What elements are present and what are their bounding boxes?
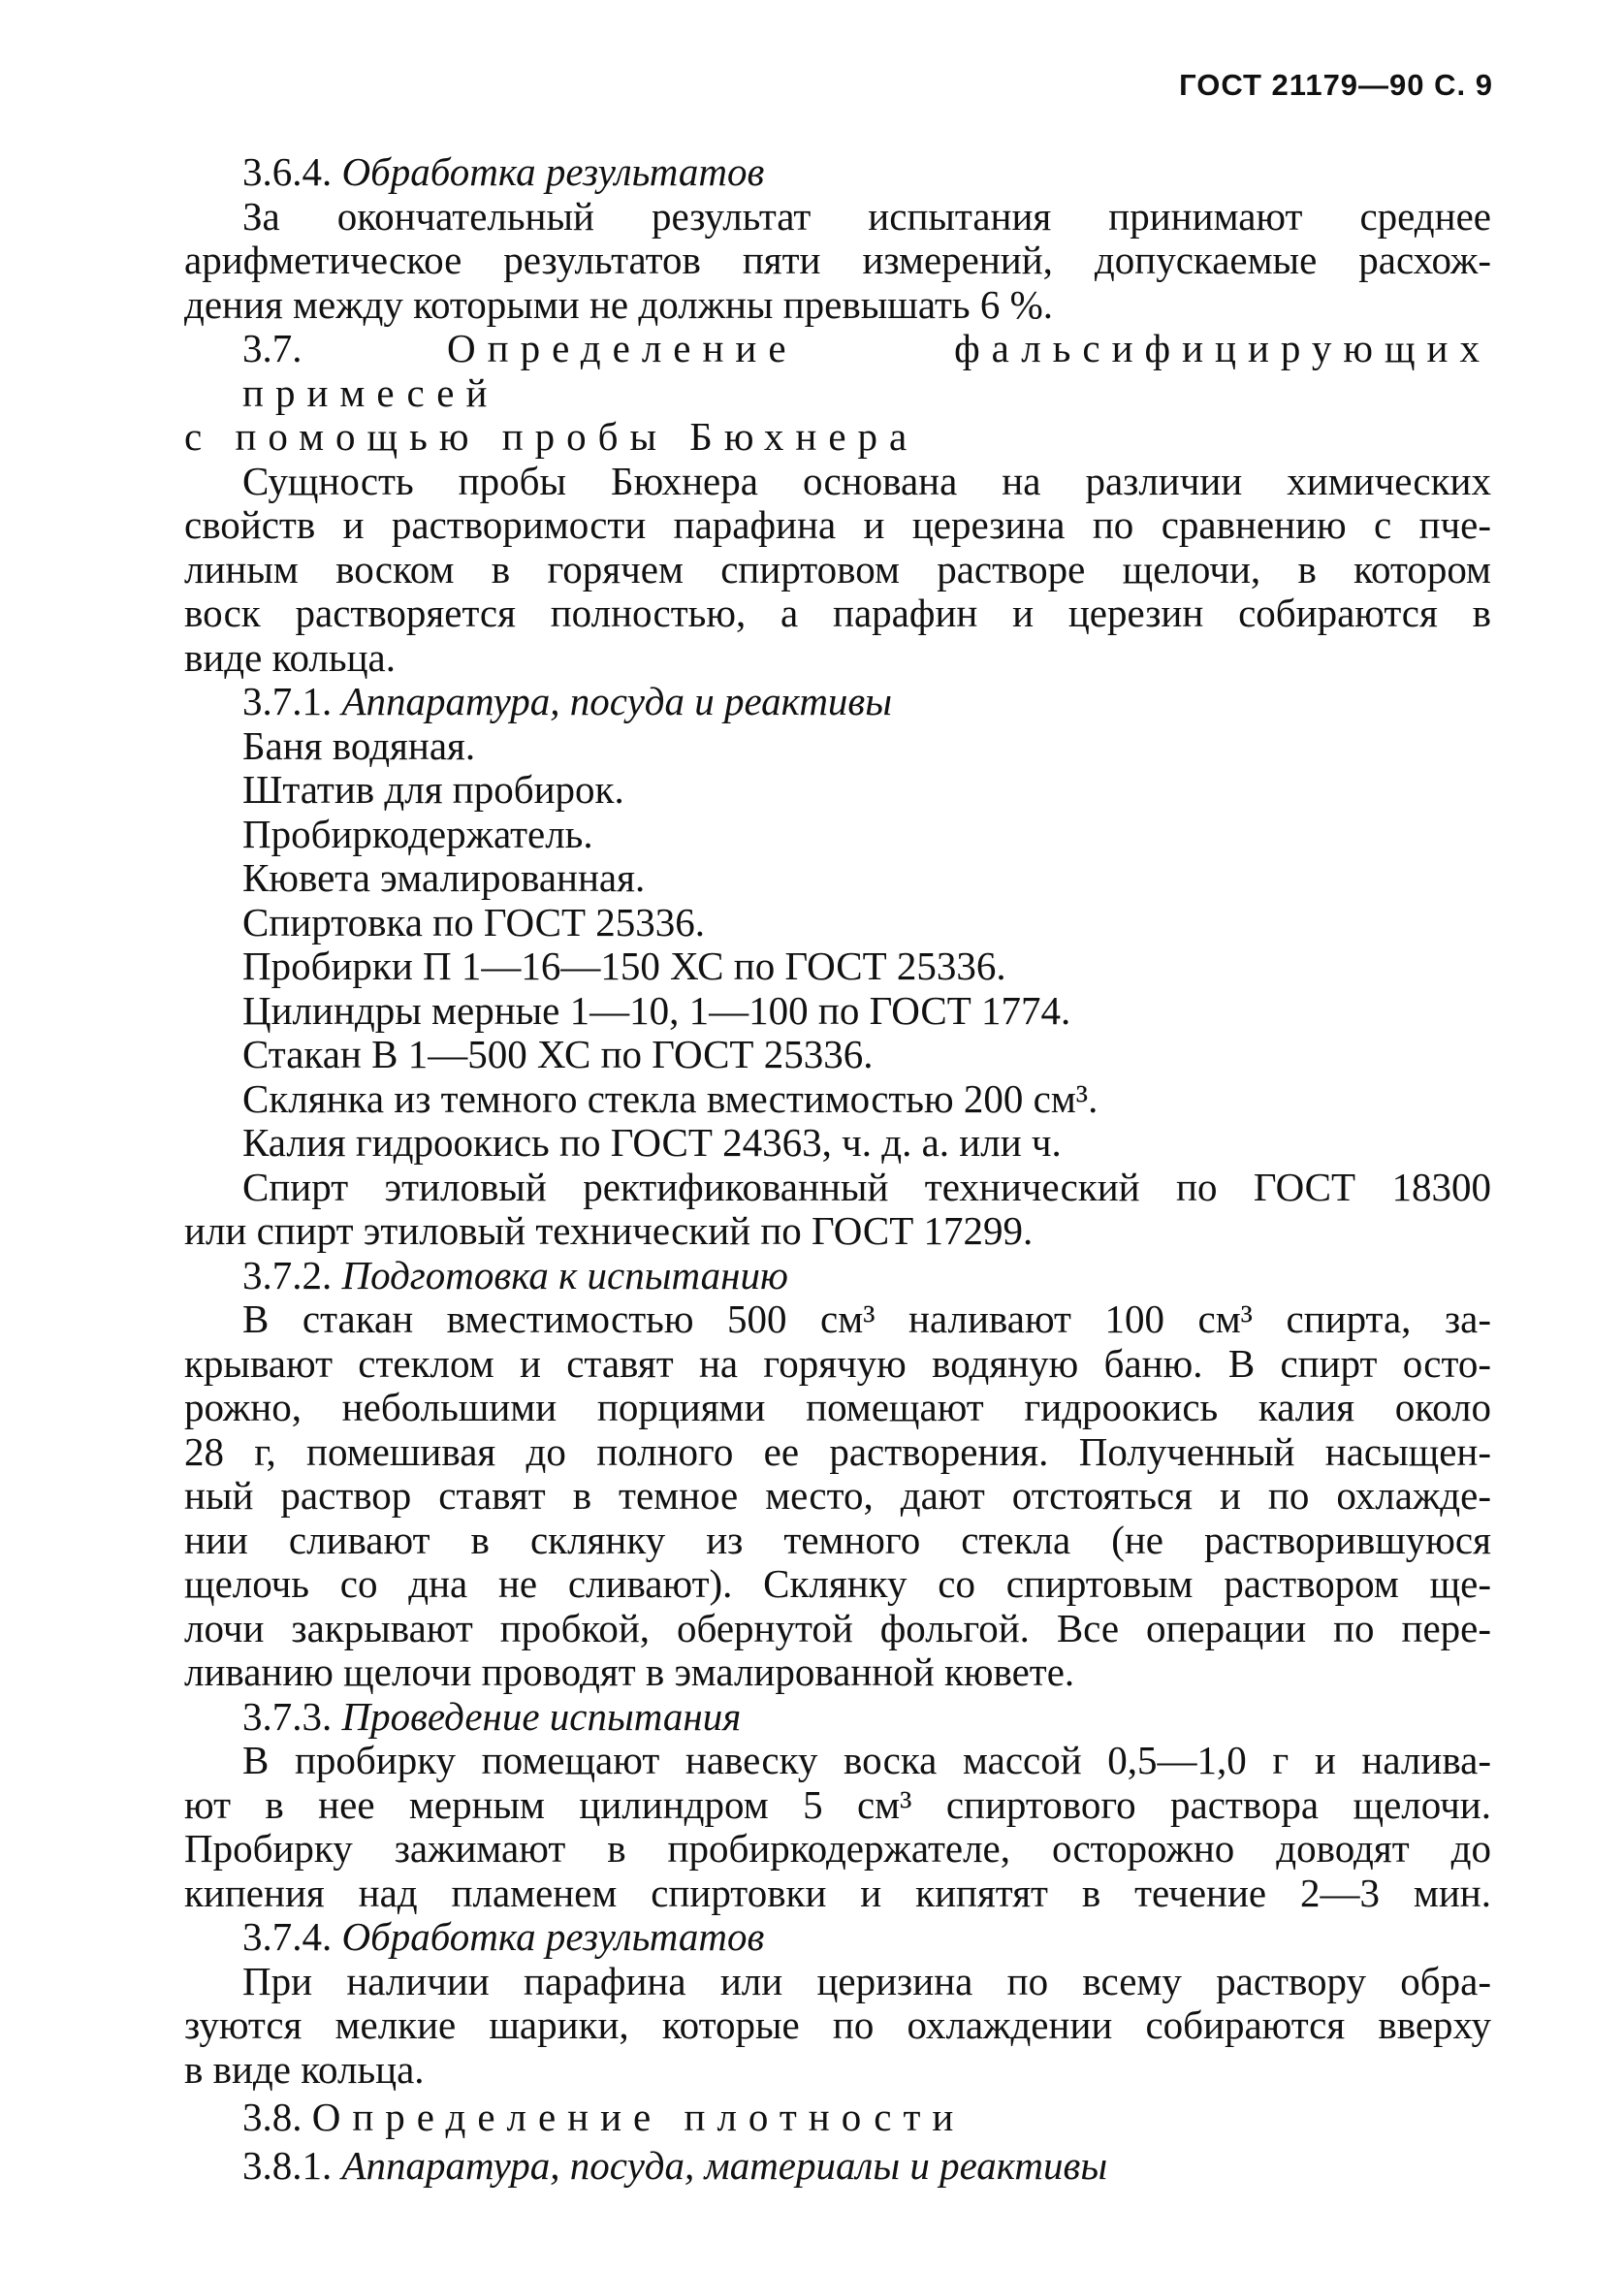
section-heading: 3.7.2. Подготовка к испытанию: [242, 1252, 788, 1297]
list-item: Склянка из темного стекла вместимостью 200 см³.: [242, 1075, 1099, 1121]
document-body: [184, 150, 1491, 2188]
list-item: Цилиндры мерные 1—10, 1—100 по ГОСТ 1774.: [242, 987, 1071, 1033]
paragraph-line: арифметическое результатов пяти измерений, допускаемые расхож-: [184, 238, 1491, 282]
paragraph-line: В пробирку помещают навеску воска массой 0,5—1,0 г и налива-: [242, 1738, 1491, 1782]
paragraph-line: зуются мелкие шарики, которые по охлаждении собираются вверху: [184, 2002, 1491, 2047]
paragraph-line: в виде кольца.: [184, 2046, 425, 2092]
list-item: Спирт этиловый ректификованный технический по ГОСТ 18300: [242, 1164, 1491, 1209]
list-item: Пробирки П 1—16—150 ХС по ГОСТ 25336.: [242, 944, 1006, 988]
paragraph-line: ный раствор ставят в темное место, дают отстояться и по охлажде-: [184, 1473, 1491, 1518]
paragraph-line: В стакан вместимостью 500 см³ наливают 100 см³ спирта, за-: [242, 1297, 1491, 1341]
list-item: Спиртовка по ГОСТ 25336.: [242, 899, 706, 944]
section-heading: 3.7.1. Аппаратура, посуда и реактивы: [242, 679, 892, 723]
paragraph-line: лочи закрывают пробкой, обернутой фольгой. Все операции по пере-: [184, 1605, 1491, 1650]
paragraph-line: воск растворяется полностью, а парафин и церезин собираются в: [184, 591, 1491, 635]
list-item: Баня водяная.: [242, 722, 476, 768]
page-header: ГОСТ 21179—90 С. 9: [1179, 68, 1493, 102]
paragraph-line: линым воском в горячем спиртовом растворе щелочи, в котором: [184, 546, 1491, 592]
section-heading-continued: с помощью пробы Бюхнера: [184, 414, 919, 459]
paragraph-line: Сущность пробы Бюхнера основана на различии химических: [242, 458, 1491, 503]
list-item: Штатив для пробирок.: [242, 767, 624, 812]
section-heading: 3.8.1. Аппаратура, посуда, материалы и реактивы: [242, 2142, 1108, 2188]
paragraph-line: виде кольца.: [184, 634, 396, 680]
paragraph-line: При наличии парафина или церизина по всему раствору обра-: [242, 1958, 1491, 2003]
paragraph-line: дения между которыми не должны превышать 6 %.: [184, 281, 1053, 327]
section-heading: 3.7.4. Обработка результатов: [242, 1914, 765, 1959]
paragraph-line: ливанию щелочи проводят в эмалированной кювете.: [184, 1649, 1075, 1694]
paragraph-line: крывают стеклом и ставят на горячую водяную баню. В спирт осто-: [184, 1340, 1491, 1386]
list-item: Пробиркодержатель.: [242, 811, 593, 856]
paragraph-line: рожно, небольшими порциями помещают гидроокись калия около: [184, 1385, 1491, 1429]
list-item-continued: или спирт этиловый технический по ГОСТ 17299.: [184, 1208, 1034, 1253]
paragraph-line: Пробирку зажимают в пробиркодержателе, осторожно доводят до: [184, 1826, 1491, 1871]
section-heading: 3.7.3. Проведение испытания: [242, 1693, 742, 1739]
paragraph-line: щелочь со дна не сливают). Склянку со спиртовым раствором ще-: [184, 1561, 1491, 1606]
section-heading: 3.6.4. Обработка результатов: [242, 149, 765, 194]
list-item: Кювета эмалированная.: [242, 855, 646, 900]
section-heading: 3.7. Определение фальсифицирующих примесей: [242, 326, 1492, 415]
paragraph-line: нии сливают в склянку из темного стекла (не растворившуюся: [184, 1517, 1491, 1562]
paragraph-line: 28 г, помешивая до полного ее растворения. Полученный насыщен-: [184, 1428, 1491, 1474]
paragraph-line: свойств и растворимости парафина и церезина по сравнению с пче-: [184, 502, 1491, 547]
paragraph-line: ют в нее мерным цилиндром 5 см³ спиртового раствора щелочи.: [184, 1781, 1491, 1827]
paragraph-line: За окончательный результат испытания принимают среднее: [242, 193, 1491, 239]
list-item: Стакан В 1—500 ХС по ГОСТ 25336.: [242, 1032, 874, 1076]
paragraph-line: кипения над пламенем спиртовки и кипятят в течение 2—3 мин.: [184, 1870, 1491, 1915]
section-heading: 3.8. Определение плотности: [242, 2095, 966, 2139]
list-item: Калия гидроокись по ГОСТ 24363, ч. д. а. или ч.: [242, 1120, 1062, 1165]
